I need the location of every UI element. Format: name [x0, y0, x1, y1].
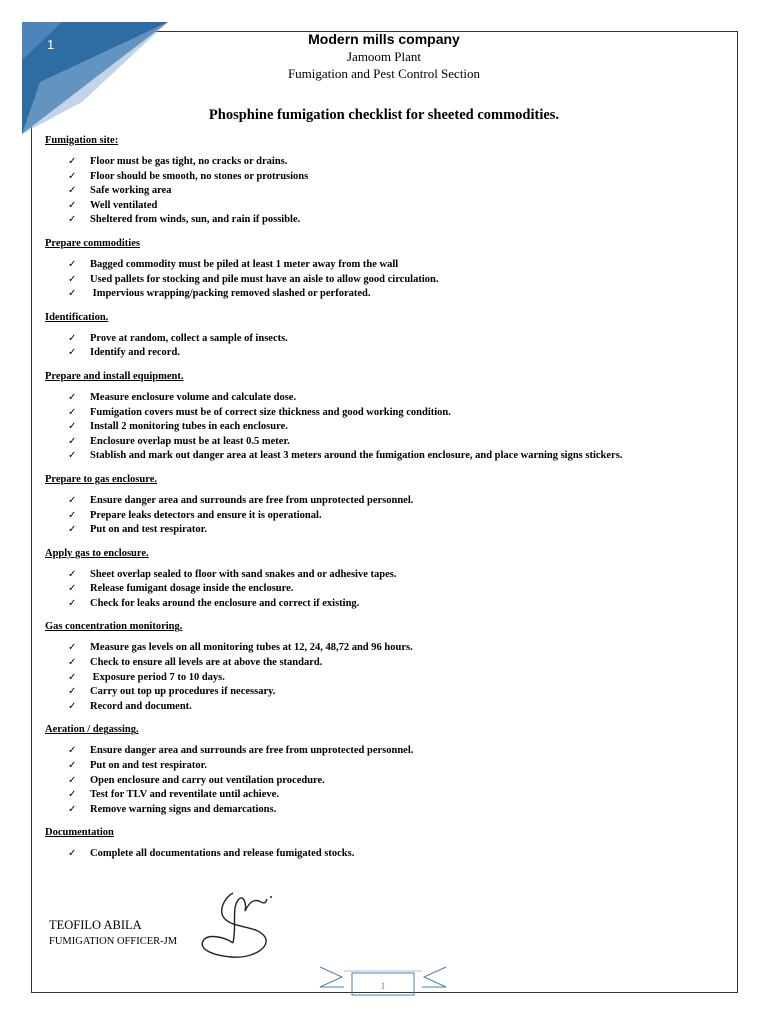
checklist-item-text: Floor must be gas tight, no cracks or drains.	[90, 156, 288, 167]
checkmark-icon: ✓	[68, 494, 77, 506]
checklist-item	[45, 346, 735, 361]
checklist-item	[45, 744, 735, 759]
section-heading: Prepare and install equipment.	[45, 370, 184, 382]
checkmark-icon: ✓	[68, 170, 77, 182]
checkmark-icon: ✓	[68, 273, 77, 285]
checklist-item-text: Carry out top up procedures if necessary.	[90, 686, 276, 698]
checklist-item	[45, 847, 735, 862]
checklist-items	[45, 258, 735, 302]
checkmark-icon: ✓	[68, 789, 77, 801]
checklist-item-text: Check to ensure all levels are at above the standard.	[90, 657, 323, 669]
document-title: Phosphine fumigation checklist for sheeted commodities.	[208, 107, 560, 123]
checklist-item	[45, 258, 735, 273]
checkmark-icon: ✓	[68, 774, 77, 786]
checklist-item	[45, 803, 735, 818]
footer-page-number: 1	[380, 981, 386, 991]
checkmark-icon: ✓	[68, 185, 77, 197]
checklist-item	[45, 213, 735, 228]
checklist-item-text: Prepare leaks detectors and ensure it is operational.	[90, 509, 322, 521]
checklist-section	[45, 826, 735, 862]
checklist-item-text: Prove at random, collect a sample of insects.	[90, 332, 288, 344]
signature-image	[195, 885, 285, 965]
checkmark-icon: ✓	[68, 568, 77, 580]
checkmark-icon: ✓	[68, 450, 77, 462]
checkmark-icon: ✓	[68, 642, 77, 654]
section-heading: Fumigation site:	[45, 135, 119, 146]
checkmark-icon: ✓	[68, 199, 77, 211]
section-heading: Identification.	[45, 311, 109, 323]
checklist-item-text: Stablish and mark out danger area at least 3 meters around the fumigation enclosure, and place warning signs stickers.	[90, 450, 623, 462]
checklist-item-text: Install 2 monitoring tubes in each enclosure.	[90, 421, 288, 433]
checkmark-icon: ✓	[68, 700, 77, 712]
checklist-item	[45, 332, 735, 347]
checklist-item	[45, 509, 735, 524]
corner-page-number: 1	[47, 37, 55, 52]
checkmark-icon: ✓	[68, 347, 77, 359]
checklist-item	[45, 287, 735, 302]
checklist-item	[45, 759, 735, 774]
section-heading: Prepare to gas enclosure.	[45, 473, 157, 485]
checklist-section	[45, 723, 735, 817]
checklist-item	[45, 685, 735, 700]
section-heading: Prepare commodities	[45, 237, 140, 249]
checklist-item	[45, 656, 735, 671]
checkmark-icon: ✓	[68, 156, 77, 167]
checklist-item-text: Sheet overlap sealed to floor with sand snakes and or adhesive tapes.	[90, 568, 397, 580]
checkmark-icon: ✓	[68, 258, 77, 270]
checklist-item-text: Well ventilated	[90, 199, 158, 211]
checklist-item	[45, 273, 735, 288]
signer-title: FUMIGATION OFFICER-JM	[49, 936, 178, 947]
checklist-item-text: Exposure period 7 to 10 days.	[90, 671, 225, 683]
checklist-item	[45, 582, 735, 597]
section-heading: Apply gas to enclosure.	[45, 547, 149, 559]
checklist-item-text: Enclosure overlap must be at least 0.5 meter.	[90, 435, 290, 447]
signer-name: TEOFILO ABILA	[49, 918, 142, 932]
checkmark-icon: ✓	[68, 421, 77, 433]
checklist-item-text: Check for leaks around the enclosure and correct if existing.	[90, 597, 360, 609]
checkmark-icon: ✓	[68, 657, 77, 669]
checklist-item	[45, 597, 735, 612]
checklist-items	[45, 641, 735, 714]
checkmark-icon: ✓	[68, 803, 77, 815]
checklist-section	[45, 311, 735, 361]
checklist-item	[45, 391, 735, 406]
checklist-item-text: Bagged commodity must be piled at least 1 meter away from the wall	[90, 258, 399, 270]
checklist-item	[45, 494, 735, 509]
checklist-item	[45, 700, 735, 715]
checkmark-icon: ✓	[68, 760, 77, 772]
checklist-item	[45, 170, 735, 185]
checklist-item-text: Put on and test respirator.	[90, 760, 207, 772]
checklist-item	[45, 184, 735, 199]
checklist-item-text: Release fumigant dosage inside the enclosure.	[90, 583, 294, 595]
checkmark-icon: ✓	[68, 671, 77, 683]
checklist-item-text: Complete all documentations and release fumigated stocks.	[90, 848, 355, 860]
checklist-item-text: Ensure danger area and surrounds are free from unprotected personnel.	[90, 745, 414, 757]
checklist-item	[45, 449, 735, 464]
checkmark-icon: ✓	[68, 435, 77, 447]
checklist-items	[45, 332, 735, 361]
checklist-item	[45, 199, 735, 214]
checklist-item-text: Impervious wrapping/packing removed slashed or perforated.	[90, 288, 371, 300]
checklist-item-text: Floor should be smooth, no stones or protrusions	[90, 170, 309, 182]
checklist-item-text: Remove warning signs and demarcations.	[90, 803, 277, 815]
checklist-items	[45, 568, 735, 612]
plant-name: Jamoom Plant	[346, 49, 422, 64]
checkmark-icon: ✓	[68, 509, 77, 521]
section-name: Fumigation and Pest Control Section	[287, 66, 481, 81]
checklist-items	[45, 744, 735, 817]
checklist-item-text: Measure gas levels on all monitoring tubes at 12, 24, 48,72 and 96 hours.	[90, 642, 413, 654]
checkmark-icon: ✓	[68, 848, 77, 860]
checklist-item-text: Record and document.	[90, 700, 192, 712]
section-heading: Documentation	[45, 827, 114, 839]
checklist-items	[45, 391, 735, 464]
checkmark-icon: ✓	[68, 583, 77, 595]
checklist-item-text: Open enclosure and carry out ventilation procedure.	[90, 774, 325, 786]
checklist-item	[45, 671, 735, 686]
section-heading: Gas concentration monitoring.	[45, 621, 183, 633]
checklist-section	[45, 237, 735, 302]
checklist-item-text: Safe working area	[90, 185, 172, 197]
checklist-item-text: Used pallets for stocking and pile must have an aisle to allow good circulation.	[90, 273, 439, 285]
checklist-item-text: Sheltered from winds, sun, and rain if possible.	[90, 214, 301, 226]
checkmark-icon: ✓	[68, 406, 77, 418]
company-name: Modern mills company	[308, 31, 460, 47]
checklist-section	[45, 620, 735, 714]
checkmark-icon: ✓	[68, 686, 77, 698]
checklist-items	[45, 494, 735, 538]
checkmark-icon: ✓	[68, 288, 77, 300]
checklist-item-text: Identify and record.	[90, 347, 180, 359]
checklist-item-text: Test for TLV and reventilate until achieve.	[90, 789, 279, 801]
checkmark-icon: ✓	[68, 332, 77, 344]
checklist-item	[45, 788, 735, 803]
checklist-item-text: Fumigation covers must be of correct size thickness and good working condition.	[90, 406, 451, 418]
checklist-items	[45, 155, 735, 228]
checkmark-icon: ✓	[68, 745, 77, 757]
checklist-section	[45, 370, 735, 464]
checklist-item	[45, 406, 735, 421]
section-heading: Aeration / degassing.	[45, 724, 139, 736]
checklist-items	[45, 847, 735, 862]
checklist-item	[45, 774, 735, 789]
checklist-section	[45, 134, 735, 228]
checklist-item-text: Measure enclosure volume and calculate dose.	[90, 391, 297, 403]
checklist-item-text: Ensure danger area and surrounds are free from unprotected personnel.	[90, 494, 414, 506]
checklist	[45, 134, 735, 862]
checklist-item	[45, 420, 735, 435]
checklist-item	[45, 523, 735, 538]
checkmark-icon: ✓	[68, 524, 77, 536]
checklist-item	[45, 435, 735, 450]
checkmark-icon: ✓	[68, 214, 77, 226]
checklist-item-text: Put on and test respirator.	[90, 524, 207, 536]
checklist-item	[45, 641, 735, 656]
checkmark-icon: ✓	[68, 597, 77, 609]
checkmark-icon: ✓	[68, 391, 77, 403]
checklist-item	[45, 568, 735, 583]
checklist-item	[45, 155, 735, 170]
checklist-section	[45, 547, 735, 612]
checklist-section	[45, 473, 735, 538]
